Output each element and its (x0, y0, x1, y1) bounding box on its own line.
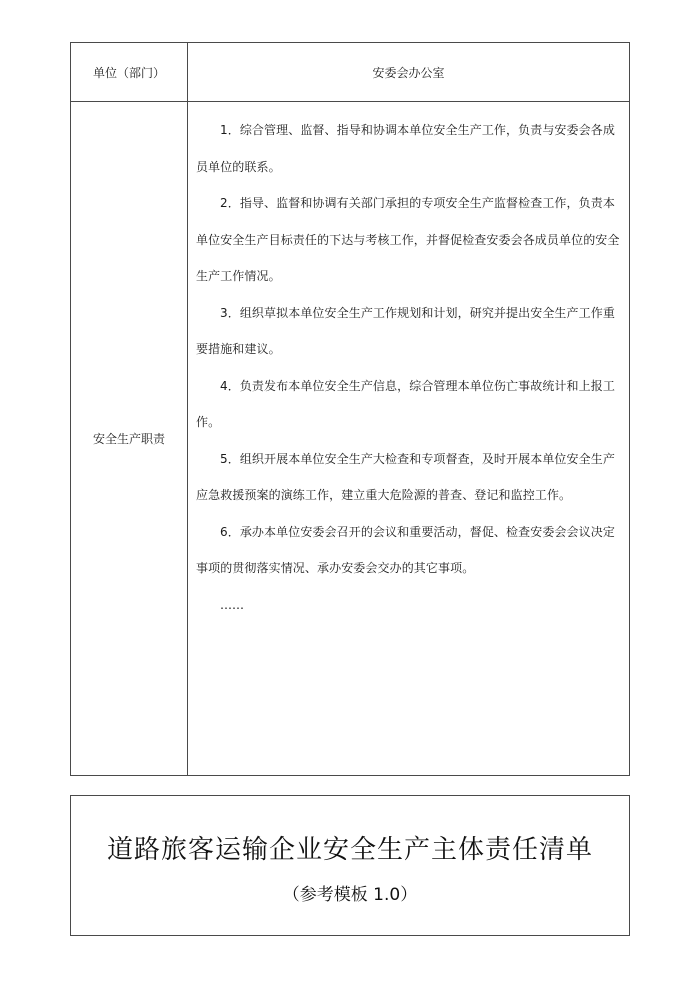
duty-label-cell: 安全生产职责 (92, 432, 165, 446)
document-title: 道路旅客运输企业安全生产主体责任清单 (106, 835, 593, 865)
document-subtitle: （参考模板 1.0） (282, 885, 418, 905)
duty-item-5: 5．组织开展本单位安全生产大检查和专项督查，及时开展本单位安全生产应急救援预案的演练工作，建立重大危险源的普查、登记和监控工作。 (196, 451, 615, 502)
duty-item-1: 1．综合管理、监督、指导和协调本单位安全生产工作，负责与安委会各成员单位的联系。 (196, 123, 615, 174)
department-name-cell: 安委会办公室 (372, 66, 445, 80)
duty-item-3: 3．组织草拟本单位安全生产工作规划和计划，研究并提出安全生产工作重要措施和建议。 (196, 305, 615, 356)
duty-item-4: 4．负责发布本单位安全生产信息，综合管理本单位伤亡事故统计和上报工作。 (196, 378, 615, 429)
continuation-ellipsis: …… (220, 597, 244, 612)
duty-list-cell (188, 102, 629, 775)
duty-item-6: 6．承办本单位安委会召开的会议和重要活动，督促、检查安委会会议决定事项的贯彻落实情况、承办安委会交办的其它事项。 (196, 524, 615, 575)
duty-table (70, 42, 630, 776)
unit-label-cell: 单位（部门） (92, 66, 165, 80)
duty-item-2: 2．指导、监督和协调有关部门承担的专项安全生产监督检查工作，负责本单位安全生产目标责任的下达与考核工作，并督促检查安委会各成员单位的安全生产工作情况。 (196, 196, 620, 283)
document-title-box (70, 795, 630, 936)
